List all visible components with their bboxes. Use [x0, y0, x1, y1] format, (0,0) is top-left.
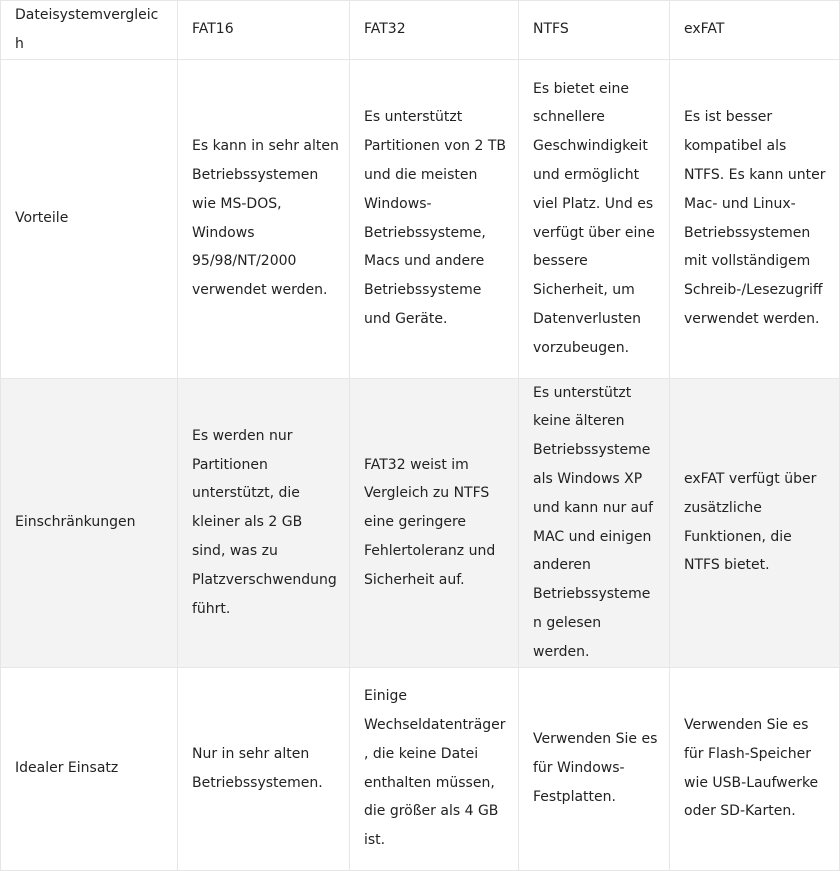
header-cell-exfat: exFAT — [670, 1, 840, 60]
header-cell-ntfs: NTFS — [519, 1, 670, 60]
cell-ideal-use-fat16: Nur in sehr alten Betriebssystemen. — [178, 667, 350, 870]
cell-ideal-use-exfat: Verwenden Sie es für Flash-Speicher wie USB-Laufwerke oder SD-Karten. — [670, 667, 840, 870]
cell-limitations-exfat: exFAT verfügt über zusätzliche Funktionen, die NTFS bietet. — [670, 378, 840, 667]
table-row-ideal-use — [1, 667, 840, 870]
row-label-limitations: Einschränkungen — [1, 378, 178, 667]
cell-ideal-use-fat32: Einige Wechseldatenträger, die keine Datei enthalten müssen, die größer als 4 GB ist. — [350, 667, 519, 870]
header-cell-comparison: Dateisystemvergleich — [1, 1, 178, 60]
header-cell-fat32: FAT32 — [350, 1, 519, 60]
cell-limitations-fat32: FAT32 weist im Vergleich zu NTFS eine geringere Fehlertoleranz und Sicherheit auf. — [350, 378, 519, 667]
cell-limitations-fat16: Es werden nur Partitionen unterstützt, die kleiner als 2 GB sind, was zu Platzverschwendung führt. — [178, 378, 350, 667]
cell-limitations-ntfs: Es unterstützt keine älteren Betriebssysteme als Windows XP und kann nur auf MAC und einigen anderen Betriebssystemen gelesen werden. — [519, 378, 670, 667]
row-label-advantages: Vorteile — [1, 59, 178, 378]
cell-advantages-fat16: Es kann in sehr alten Betriebssystemen wie MS-DOS, Windows 95/98/NT/2000 verwendet werden. — [178, 59, 350, 378]
cell-ideal-use-ntfs: Verwenden Sie es für Windows-Festplatten. — [519, 667, 670, 870]
cell-advantages-ntfs: Es bietet eine schnellere Geschwindigkeit und ermöglicht viel Platz. Und es verfügt über eine bessere Sicherheit, um Datenverlusten vorzubeugen. — [519, 59, 670, 378]
table-row-limitations — [1, 378, 840, 667]
header-cell-fat16: FAT16 — [178, 1, 350, 60]
cell-advantages-exfat: Es ist besser kompatibel als NTFS. Es kann unter Mac- und Linux-Betriebssystemen mit vollständigem Schreib-/Lesezugriff verwendet werden. — [670, 59, 840, 378]
header-row — [1, 1, 840, 60]
row-label-ideal-use: Idealer Einsatz — [1, 667, 178, 870]
cell-advantages-fat32: Es unterstützt Partitionen von 2 TB und die meisten Windows-Betriebssysteme, Macs und andere Betriebssysteme und Geräte. — [350, 59, 519, 378]
table-row-advantages — [1, 59, 840, 378]
